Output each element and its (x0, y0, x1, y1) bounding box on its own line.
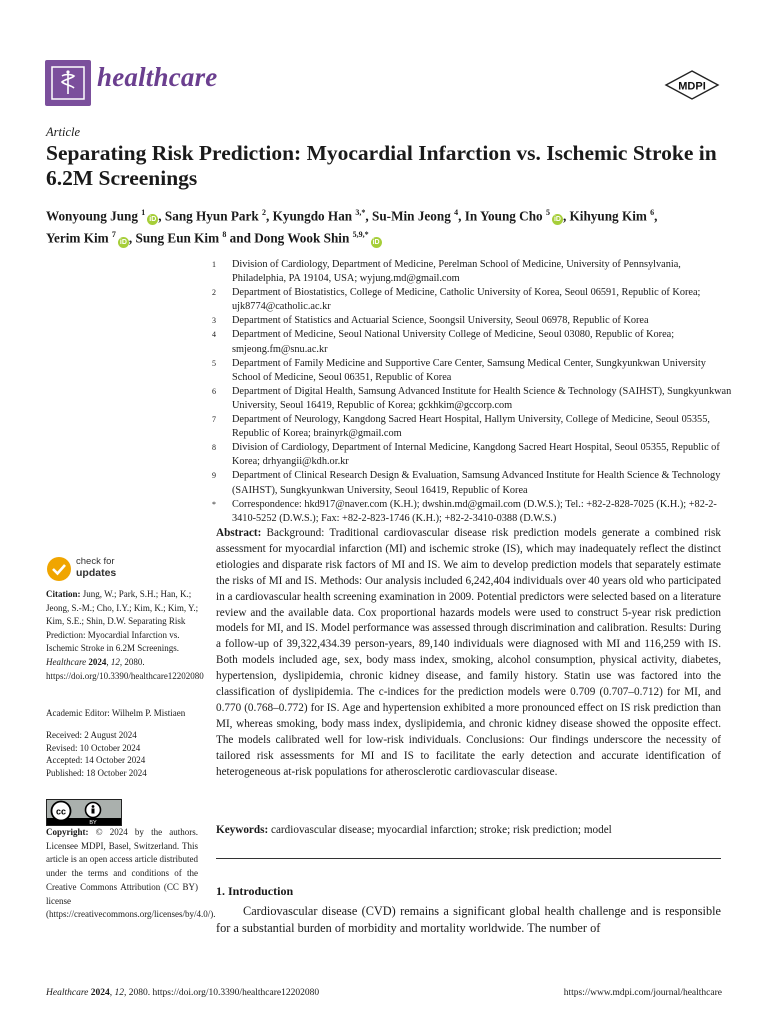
citation-text: Jung, W.; Park, S.H.; Han, K.; Jeong, S.-M.; Cho, I.Y.; Kim, K.; Kim, Y.; Kim, S.E.; Shin, D.W. Separating Risk Prediction: Myocardial Infarction vs. Ischemic Stroke in 6.2M Screenings. (46, 589, 199, 654)
author-name[interactable]: Wonyoung Jung (46, 208, 138, 224)
affiliation-number: 8 (212, 443, 216, 453)
article-type: Article (46, 125, 81, 139)
footer-journal-url[interactable]: https://www.mdpi.com/journal/healthcare (563, 988, 722, 998)
affiliation-text: Department of Biostatistics, College of Medicine, Catholic University of Korea, Seoul 06591, Republic of Korea; ujk8774@catholic.ac.kr (232, 287, 701, 313)
copyright-block (46, 826, 216, 922)
author-affiliation-marker: 4 (454, 208, 459, 217)
affiliation-list (212, 258, 732, 526)
by-text: BY (89, 820, 97, 825)
orcid-icon[interactable]: iD (119, 238, 127, 246)
affiliation-text: Department of Medicine, Seoul National University College of Medicine, Seoul 03080, Republic of Korea; smjeong.fm@snu.ac.kr (232, 329, 675, 355)
affiliation-number: 7 (212, 415, 216, 425)
check-updates-line1: check for (76, 556, 115, 567)
citation-journal: Healthcare (46, 656, 87, 667)
publication-date: Received: 2 August 2024 (46, 730, 137, 740)
affiliation-item (212, 385, 732, 413)
author-name[interactable]: Sang Hyun Park (164, 208, 259, 224)
abstract-text: Background: Traditional cardiovascular disease risk prediction models generate a combined risk assessment for myocardial infarction (MI) and ischemic stroke (IS), which may inadequately reflect the distinct etiologies and disparate risk factors of MI and IS. We aim to develop prediction models that separately estimate the risks of MI and IS. Methods: Our analysis included 6,242,404 individuals over 40 years old who participated in a cardiovascular health screening examination in 2009. Potential predictors were selected based on a literature review and the available data. Cox proportional hazards models were used to construct 5-year risk prediction models for MI, and IS. Model performance was assessed through discrimination and calibration. Results: During a follow-up of 39,322,434.39 person-years, 89,140 individuals were diagnosed with MI and 116,259 with IS. Both models included age, sex, body mass index, smoking, alcohol consumption, physical activity, diabetes, hypertension, dyslipidemia, chronic kidney disease, and family history. Statin use was factored into the classification of dyslipidemia. The c-indices for the prediction models were 0.709 (0.707–0.712) for MI, and 0.770 (0.768–0.772) for IS. Age and hypertension exhibited a more pronounced effect on IS risk prediction than MI, whereas smoking, body mass index, dyslipidemia, and chronic kidney disease showed the opposite effect. The models calibrated well for low-risk individuals. Conclusions: Our findings underscore the necessity of tailored risk assessments for MI and IS to facilitate the early detection and accurate identification of heterogeneous at-risk populations for atherosclerotic cardiovascular disease. (216, 527, 721, 778)
affiliation-item (212, 469, 732, 497)
copyright-text: © 2024 by the authors. Licensee MDPI, Basel, Switzerland. This article is an open access article distributed under the terms and conditions of the Creative Commons Attribution (CC BY) license (https://creativecommons.org/licenses/by/4.0/). (46, 827, 216, 920)
affiliation-item (212, 314, 732, 328)
author-affiliation-marker: 8 (222, 230, 227, 240)
footer-doi[interactable]: , 2080. https://doi.org/10.3390/healthcare12202080 (124, 988, 320, 998)
affiliation-item (212, 498, 732, 526)
check-updates-icon (46, 556, 72, 582)
author-name[interactable]: Kihyung Kim (569, 208, 647, 224)
abstract-label: Abstract: (216, 527, 262, 539)
footer-year: 2024 (90, 988, 110, 998)
section-divider (216, 858, 721, 859)
author-name[interactable]: Su-Min Jeong (372, 208, 451, 224)
affiliation-text: Division of Cardiology, Department of Internal Medicine, Kangdong Sacred Heart Hospital, Seoul 05355, Republic of Korea; drhyangii@kdh.or.kr (232, 442, 720, 468)
footer-volume: 12 (114, 988, 125, 998)
publication-date: Accepted: 14 October 2024 (46, 755, 146, 766)
affiliation-text: Department of Family Medicine and Supportive Care Center, Samsung Medical Center, Sungkyunkwan University School of Medicine, Seoul 06351, Republic of Korea (232, 357, 706, 383)
academic-editor: Academic Editor: Wilhelm P. Mistiaen (46, 708, 186, 718)
footer-journal: Healthcare (46, 988, 89, 998)
affiliation-number: 1 (212, 260, 216, 269)
citation-year: 2024 (88, 656, 107, 667)
author-affiliation-marker: 2 (262, 208, 266, 217)
affiliation-item (212, 441, 732, 469)
affiliation-item (212, 328, 732, 356)
affiliation-item (212, 357, 732, 385)
citation-label: Citation: (46, 589, 81, 599)
svg-text:MDPI: MDPI (678, 80, 706, 93)
author-name[interactable]: In Young Cho (464, 208, 543, 224)
cc-by-license-badge[interactable] (46, 799, 122, 826)
journal-logo-icon (45, 60, 91, 106)
journal-name[interactable]: healthcare (97, 62, 218, 92)
author-affiliation-marker: 5 (545, 208, 550, 217)
affiliation-item (212, 413, 732, 441)
author-affiliation-marker: 1 (141, 208, 146, 217)
author-affiliation-marker: 3,* (355, 208, 366, 217)
footer-citation: Healthcare 2024, 12, 2080. https://doi.org/10.3390/healthcare12202080 (46, 988, 320, 998)
affiliation-text: Correspondence: hkd917@naver.com (K.H.); dwshin.md@gmail.com (D.W.S.); Tel.: +82-2-828-7025 (K.H.); +82-2-3410-5252 (D.W.S.); Fax: +82-2-823-1746 (K.H.); +82-2-3410-0388 (D.W.S.) (232, 498, 717, 524)
orcid-icon[interactable]: iD (149, 216, 157, 224)
publication-dates (46, 729, 147, 779)
keywords-text: cardiovascular disease; myocardial infarction; stroke; risk prediction; model (271, 824, 612, 836)
citation-volume: 12 (110, 656, 120, 667)
affiliation-number: 4 (212, 330, 216, 340)
affiliation-number: 3 (212, 316, 216, 326)
orcid-icon[interactable]: iD (372, 238, 380, 246)
author-name[interactable]: Dong Wook Shin (254, 230, 350, 246)
affiliation-text: Department of Statistics and Actuarial Science, Soongsil University, Seoul 06978, Republic of Korea (232, 315, 649, 327)
article-title: Separating Risk Prediction: Myocardial Infarction vs. Ischemic Stroke in 6.2M Screenings (46, 141, 717, 190)
affiliation-item (212, 286, 732, 314)
affiliation-text: Department of Neurology, Kangdong Sacred Heart Hospital, Hallym University, College of Medicine, Seoul 05355, Republic of Korea; brainyrk@gmail.com (232, 414, 710, 440)
citation-doi[interactable]: , 2080. https://doi.org/10.3390/healthcare12202080 (46, 656, 204, 681)
author-name[interactable]: Kyungdo Han (272, 208, 353, 224)
introduction-text: Cardiovascular disease (CVD) remains a significant global health challenge and is responsible for a substantial burden of morbidity and mortality worldwide. The number of (216, 904, 721, 935)
orcid-icon[interactable]: iD (553, 216, 561, 224)
mdpi-logo-icon[interactable] (664, 70, 720, 100)
author-list: Wonyoung Jung $^1$iD , Sang Hyun Park $^2$, Kyungdo Han $^{3,*}$, Su-Min Jeong $^4$, In Young Cho $^5$iD , Kihyung Kim $^6$, Yerim Kim $^7$iD , Sung Eun Kim $^8$ and Dong Wook Shin $^{5,9,*}$iD (46, 208, 658, 246)
affiliation-number: 9 (212, 471, 216, 481)
introduction-heading: 1. Introduction (216, 884, 294, 898)
affiliation-number: 5 (212, 358, 216, 368)
affiliation-text: Division of Cardiology, Department of Medicine, Perelman School of Medicine, University of Pennsylvania, Philadelphia, PA 19104, USA; wyjung.md@gmail.com (232, 259, 681, 285)
author-name[interactable]: Yerim Kim (46, 230, 109, 246)
author-affiliation-marker: 7 (111, 230, 116, 240)
citation-block: Citation: Jung, W.; Park, S.H.; Han, K.; Jeong, S.-M.; Cho, I.Y.; Kim, K.; Kim, Y.; Kim, S.E.; Shin, D.W. Separating Risk Prediction: Myocardial Infarction vs. Ischemic Stroke in 6.2M Screenings. Healthcare 2024, 12, 2080. https://doi.org/10.3390/healthcare12202080 (46, 589, 204, 681)
cc-text: cc (55, 806, 67, 817)
author-affiliation-marker: 6 (650, 208, 655, 217)
check-for-updates-button[interactable] (46, 556, 156, 582)
publication-date: Revised: 10 October 2024 (46, 742, 141, 753)
publication-date: Published: 18 October 2024 (46, 767, 147, 778)
affiliation-text: Department of Digital Health, Samsung Advanced Institute for Health Science & Technology (SAIHST), Sungkyunkwan University, Seoul 16419, Republic of Korea; gckhkim@gccorp.com (232, 385, 732, 411)
keywords (216, 824, 721, 836)
author-name[interactable]: Sung Eun Kim (135, 230, 220, 246)
author-affiliation-marker: 5,9,* (352, 230, 369, 240)
affiliation-number: * (212, 499, 216, 509)
abstract (216, 526, 721, 781)
keywords-label: Keywords: (216, 824, 269, 836)
affiliation-item (212, 258, 732, 286)
check-updates-line2: updates (76, 566, 117, 579)
copyright-label: Copyright: (46, 827, 89, 837)
affiliation-number: 2 (212, 288, 216, 298)
affiliation-text: Department of Clinical Research Design & Evaluation, Samsung Advanced Institute for Health Science & Technology (SAIHST), Sungkyunkwan University, Seoul 16419, Republic of Korea (232, 470, 721, 496)
affiliation-number: 6 (212, 386, 216, 396)
